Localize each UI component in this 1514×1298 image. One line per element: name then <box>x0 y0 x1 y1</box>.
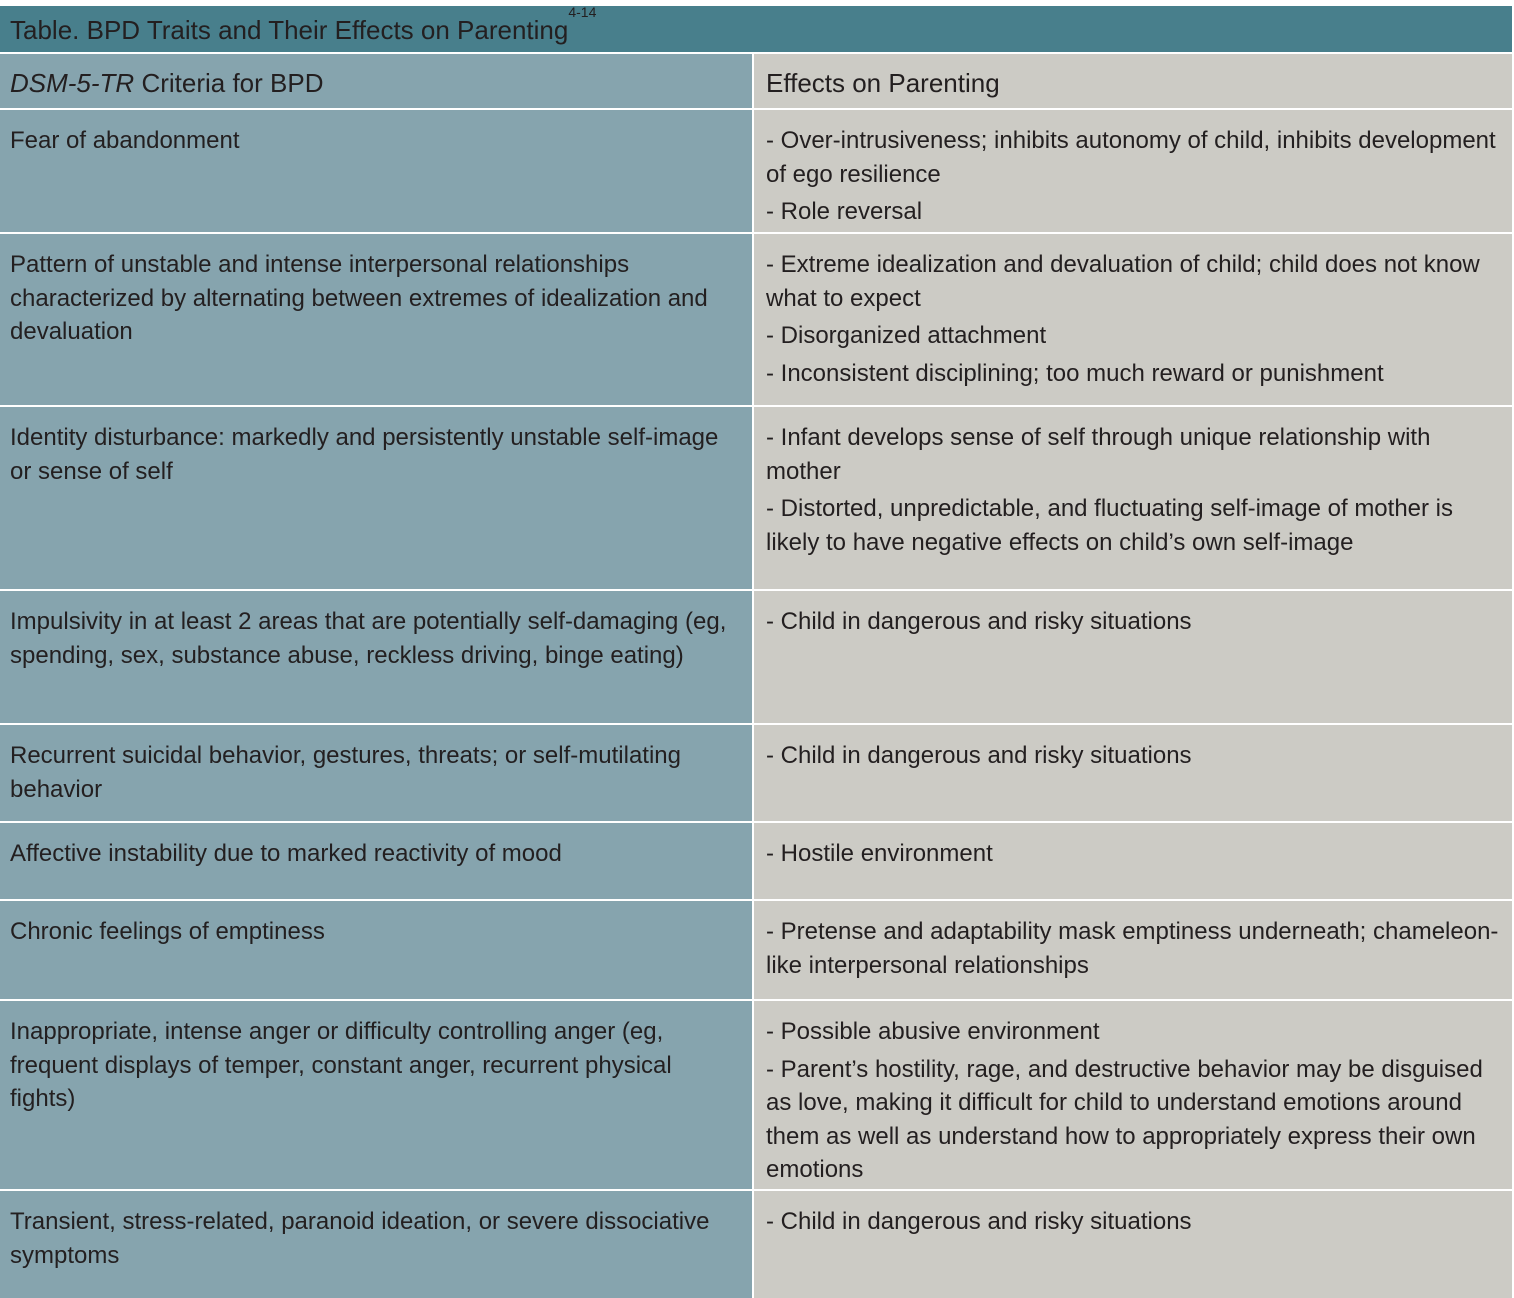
table-row <box>0 591 1512 725</box>
effects-cell <box>754 407 1512 589</box>
header-criteria <box>0 54 754 108</box>
table-row <box>0 823 1512 901</box>
effect-item: - Disorganized attachment <box>766 322 1047 349</box>
effect-item: - Parent’s hostility, rage, and destructive behavior may be disguised as love, making it difficult for child to understand emotions around them as well as understand how to appropriately express their own emotions <box>766 1055 1483 1183</box>
effect-item: - Pretense and adaptability mask emptiness underneath; chameleon-like interpersonal relationships <box>766 918 1499 979</box>
effect-item: - Hostile environment <box>766 840 993 867</box>
effects-cell <box>754 823 1512 899</box>
effect-item: - Extreme idealization and devaluation of child; child does not know what to expect <box>766 251 1480 312</box>
header-criteria-text: Criteria for BPD <box>134 68 324 98</box>
effects-cell <box>754 110 1512 232</box>
effect-item: - Over-intrusiveness; inhibits autonomy of child, inhibits development of ego resilience <box>766 127 1496 188</box>
criterion-cell: Transient, stress-related, paranoid ideation, or severe dissociative symptoms <box>0 1191 754 1298</box>
effect-item: - Child in dangerous and risky situations <box>766 608 1192 635</box>
table-row <box>0 1191 1512 1298</box>
criterion-cell: Fear of abandonment <box>0 110 754 232</box>
table-title-references: 4-14 <box>568 4 597 20</box>
effects-cell <box>754 1191 1512 1298</box>
criterion-cell: Pattern of unstable and intense interpersonal relationships characterized by alternating between extremes of idealization and devaluation <box>0 234 754 405</box>
table-row <box>0 725 1512 823</box>
table-row <box>0 901 1512 1001</box>
criterion-cell: Impulsivity in at least 2 areas that are potentially self-damaging (eg, spending, sex, substance abuse, reckless driving, binge eating) <box>0 591 754 723</box>
table-row <box>0 110 1512 234</box>
effect-item: - Role reversal <box>766 198 923 225</box>
effect-item: - Infant develops sense of self through unique relationship with mother <box>766 424 1431 485</box>
effects-cell <box>754 725 1512 821</box>
criterion-cell: Chronic feelings of emptiness <box>0 901 754 999</box>
table-title <box>0 6 1512 54</box>
table-row <box>0 407 1512 591</box>
table-row <box>0 234 1512 407</box>
table-title-text: Table. BPD Traits and Their Effects on Parenting <box>10 15 569 45</box>
criterion-cell: Inappropriate, intense anger or difficulty controlling anger (eg, frequent displays of temper, constant anger, recurrent physical fights) <box>0 1001 754 1189</box>
table-row <box>0 1001 1512 1191</box>
table-header-row <box>0 54 1512 110</box>
effects-cell <box>754 1001 1512 1189</box>
effects-cell <box>754 591 1512 723</box>
effects-cell <box>754 234 1512 405</box>
criterion-cell: Identity disturbance: markedly and persistently unstable self-image or sense of self <box>0 407 754 589</box>
header-effects: Effects on Parenting <box>754 54 1512 108</box>
bpd-parenting-table <box>0 6 1512 1298</box>
effect-item: - Inconsistent disciplining; too much reward or punishment <box>766 359 1384 387</box>
effects-cell <box>754 901 1512 999</box>
effect-item: - Child in dangerous and risky situations <box>766 1208 1192 1235</box>
criterion-cell: Affective instability due to marked reactivity of mood <box>0 823 754 899</box>
effect-item: - Child in dangerous and risky situations <box>766 742 1192 769</box>
header-criteria-italic: DSM-5-TR <box>10 68 135 98</box>
criterion-cell: Recurrent suicidal behavior, gestures, threats; or self-mutilating behavior <box>0 725 754 821</box>
effect-item: - Distorted, unpredictable, and fluctuating self-image of mother is likely to have negative effects on child’s own self-image <box>766 495 1454 556</box>
effect-item: - Possible abusive environment <box>766 1018 1100 1045</box>
